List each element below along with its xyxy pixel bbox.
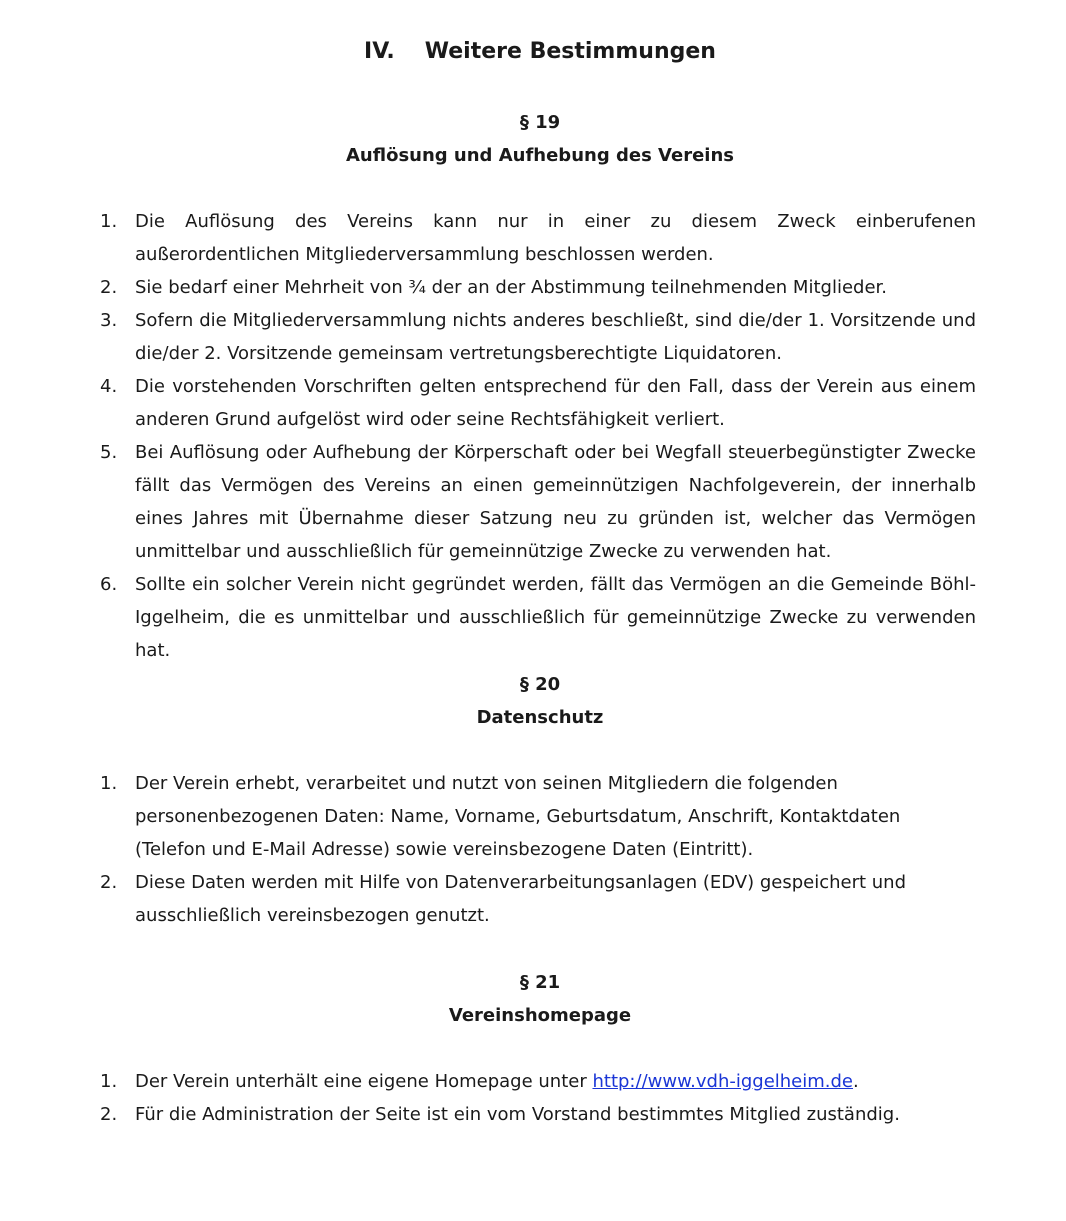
section-20-number: § 20 [519,674,561,695]
list-item: 1. Die Auflösung des Vereins kann nur in einer zu diesem Zweck einberufenen außerordentlichen Mitgliederversammlung beschlossen werden. [100,211,976,265]
section-21-list [100,1065,976,1131]
list-item: 1. Der Verein erhebt, verarbeitet und nutzt von seinen Mitgliedern die folgenden personenbezogenen Daten: Name, Vorname, Geburtsdatum, Anschrift, Kontaktdaten (Telefon und E-Mail Adresse) sowie vereinsbezogene Daten (Eintritt). [100,773,901,860]
section-20-list [100,767,976,932]
section-19-list [100,205,976,667]
list-item: 1. Der Verein unterhält eine eigene Homepage unter http://www.vdh-iggelheim.de. [100,1071,859,1092]
section-19-number: § 19 [519,112,561,133]
list-item: 5. Bei Auflösung oder Aufhebung der Körperschaft oder bei Wegfall steuerbegünstigter Zwecke fällt das Vermögen des Vereins an einen gemeinnützigen Nachfolgeverein, der innerhalb eines Jahres mit Übernahme dieser Satzung neu zu gründen ist, welcher das Vermögen unmittelbar und ausschließlich für gemeinnützige Zwecke zu verwenden hat. [100,442,976,562]
list-item: 6. Sollte ein solcher Verein nicht gegründet werden, fällt das Vermögen an die Gemeinde Böhl-Iggelheim, die es unmittelbar und ausschließlich für gemeinnützige Zwecke zu verwenden hat. [100,574,976,661]
homepage-link[interactable]: http://www.vdh-iggelheim.de [592,1071,854,1092]
list-item: 4. Die vorstehenden Vorschriften gelten entsprechend für den Fall, dass der Verein aus einem anderen Grund aufgelöst wird oder seine Rechtsfähigkeit verliert. [100,376,976,430]
section-19-title: Auflösung und Aufhebung des Vereins [345,145,734,166]
section-21-number: § 21 [519,972,561,993]
chapter-heading [0,36,1066,68]
list-item: 2. Sie bedarf einer Mehrheit von ¾ der an der Abstimmung teilnehmenden Mitglieder. [100,277,887,298]
list-item: 2. Für die Administration der Seite ist ein vom Vorstand bestimmtes Mitglied zuständig. [100,1104,900,1125]
chapter-title: Weitere Bestimmungen [424,39,716,64]
section-21-title: Vereinshomepage [448,1005,632,1026]
list-item: 3. Sofern die Mitgliederversammlung nichts anderes beschließt, sind die/der 1. Vorsitzende und die/der 2. Vorsitzende gemeinsam vertretungsberechtigte Liquidatoren. [100,310,976,364]
chapter-number: IV. [364,39,395,64]
section-20-title: Datenschutz [476,707,604,728]
list-item: 2. Diese Daten werden mit Hilfe von Datenverarbeitungsanlagen (EDV) gespeichert und ausschließlich vereinsbezogen genutzt. [100,872,906,926]
